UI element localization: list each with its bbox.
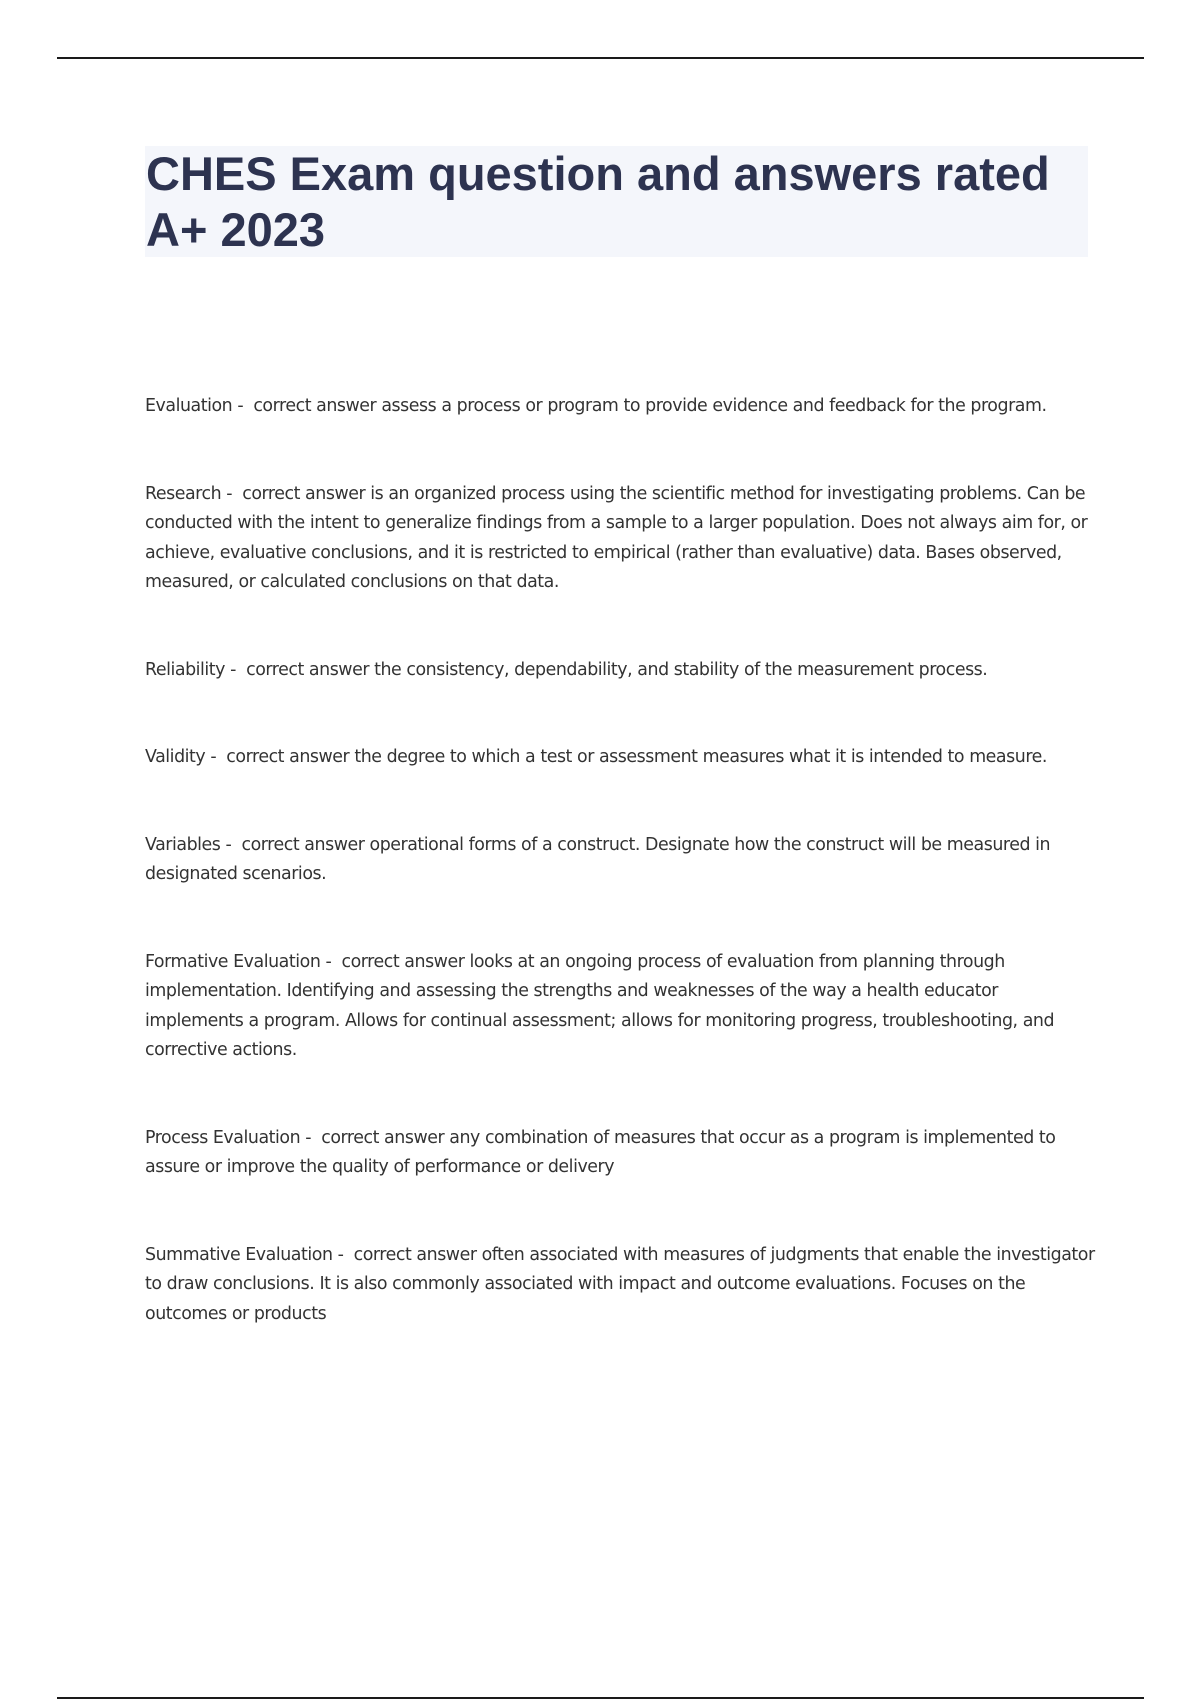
entry-definition: often associated with measures of judgments that enable the investigator to draw conclusions. It is also commonly associated with impact and outcome evaluations. Focuses on the outcomes or products [145, 1244, 1095, 1324]
entry-term: Process Evaluation [145, 1127, 301, 1148]
entry-definition: the consistency, dependability, and stability of the measurement process. [374, 659, 988, 680]
entry-separator: - correct answer [205, 747, 355, 767]
entry-term: Summative Evaluation [145, 1244, 333, 1265]
entry-definition: the degree to which a test or assessment measures what it is intended to measure. [354, 747, 1047, 767]
qa-entry [145, 1241, 1095, 1330]
entry-definition: operational forms of a construct. Designate how the construct will be measured in designated scenarios. [145, 834, 1051, 884]
entry-term: Reliability [145, 659, 226, 680]
qa-list [145, 392, 1095, 1329]
qa-entry [145, 948, 1095, 1066]
entry-definition: is an organized process using the scientific method for investigating problems. Can be conducted with the intent to generalize findings from a sample to a larger population. Does not always aim for, or achieve, evaluative conclusions, and it is restricted to empirical (rather than evaluative) data. Bases observed, measured, or calculated conclusions on that data. [145, 483, 1088, 592]
entry-term: Evaluation [145, 396, 233, 416]
entry-term: Research [145, 483, 222, 504]
qa-entry [145, 392, 1095, 422]
header-rule [57, 57, 1144, 59]
qa-entry [145, 480, 1095, 598]
entry-definition: any combination of measures that occur as a program is implemented to assure or improve the quality of performance or delivery [145, 1127, 1056, 1177]
entry-separator: - correct answer [225, 659, 375, 680]
entry-term: Variables [145, 834, 221, 855]
entry-separator: - correct answer [221, 483, 371, 504]
entry-separator: - correct answer [220, 834, 370, 855]
entry-definition: looks at an ongoing process of evaluation from planning through implementation. Identifying and assessing the strengths and weaknesses of the way a health educator implements a program. Allows for continual assessment; allows for monitoring progress, troubleshooting, and corrective actions. [145, 951, 1055, 1060]
qa-entry [145, 743, 1095, 773]
qa-entry [145, 656, 1095, 686]
entry-definition: assess a process or program to provide evidence and feedback for the program. [381, 396, 1047, 416]
entry-separator: - correct answer [332, 1244, 482, 1265]
entry-term: Validity [145, 747, 206, 767]
footer-rule [57, 1697, 1144, 1699]
qa-entry [145, 831, 1095, 890]
qa-entry [145, 1124, 1095, 1183]
title-block [145, 146, 1088, 257]
entry-separator: - correct answer [300, 1127, 450, 1148]
entry-term: Formative Evaluation [145, 951, 321, 972]
document-title: CHES Exam question and answers rated A+ 2023 [146, 147, 1050, 256]
entry-separator: - correct answer [320, 951, 470, 972]
entry-separator: - correct answer [232, 396, 382, 416]
